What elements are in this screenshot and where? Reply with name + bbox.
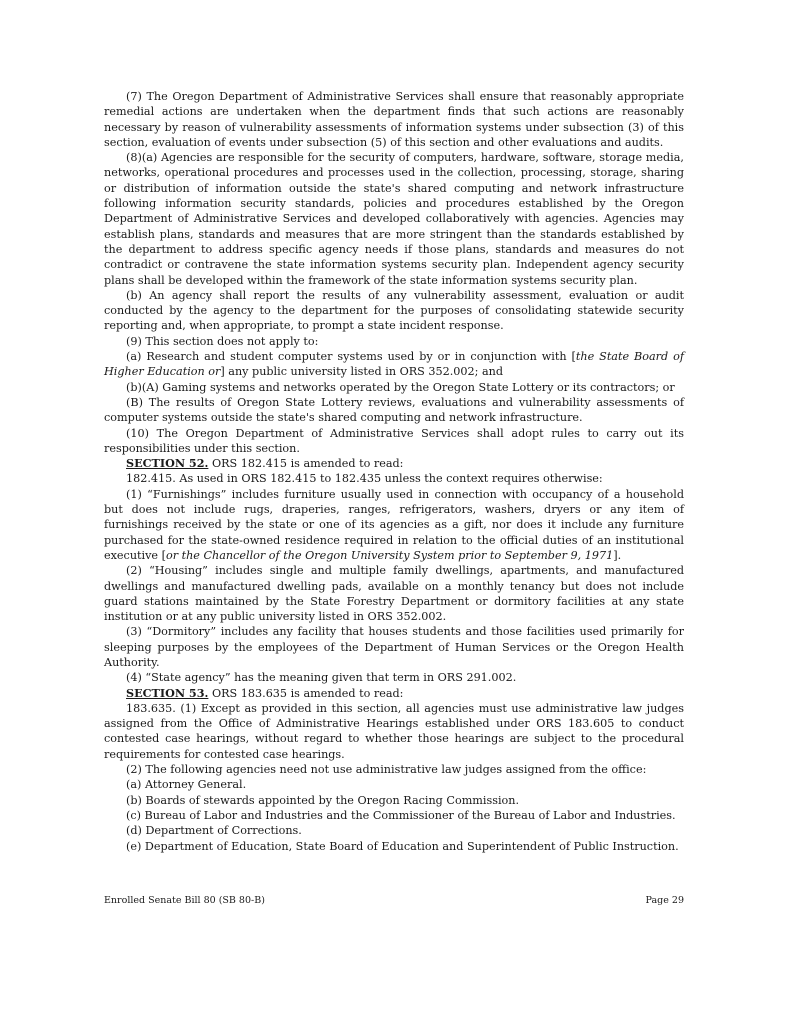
exemption-a: (a) Attorney General. xyxy=(126,778,247,792)
paragraph-9a xyxy=(104,349,684,380)
section-52-label: SECTION 52. xyxy=(126,456,209,471)
exemption-d: (d) Department of Corrections. xyxy=(126,824,302,838)
definition-furnishings-end: ]. xyxy=(613,548,622,562)
exemption-c: (c) Bureau of Labor and Industries and the Commissioner of the Bureau of Labor and Industries. xyxy=(126,808,676,822)
exemption-b: (b) Boards of stewards appointed by the Oregon Racing Commission. xyxy=(126,793,520,807)
section-53-text: ORS 183.635 is amended to read: xyxy=(208,686,404,700)
paragraph-8b: (b) An agency shall report the results of any vulnerability assessment, evaluation or audit conducted by the agency to the department for the purposes of consolidating statewide security reporting and, when appropriate, to prompt a state incident response. xyxy=(104,288,684,333)
paragraph-9a-text-end: ] any public university listed in ORS 352.002; and xyxy=(220,365,504,379)
exemption-intro: (2) The following agencies need not use administrative law judges assigned from the office: xyxy=(126,763,647,777)
exemption-e: (e) Department of Education, State Board of Education and Superintendent of Public Instruction. xyxy=(126,839,679,853)
paragraph-7: (7) The Oregon Department of Administrative Services shall ensure that reasonably appropriate remedial actions are undertaken when the department finds that such actions are reasonably necessary by reason of vulnerability assessments of information systems under subsection (3) of this section, evaluation of events under subsection (5) of this section and other evaluations and audits. xyxy=(104,90,684,149)
paragraph-9a-text: (a) Research and student computer systems used by or in conjunction with [ xyxy=(126,350,576,364)
deleted-text: the State Board of Higher Education or xyxy=(104,350,684,379)
deleted-text: or the Chancellor of the Oregon University System prior to September 9, 1971 xyxy=(165,548,614,562)
paragraph-8a: (8)(a) Agencies are responsible for the security of computers, hardware, software, storage media, networks, operational procedures and processes used in the collection, processing, storage, sharing or distribution of information outside the state's shared computing and network infrastructure following information security standards, policies and procedures established by the Oregon Department of Administrative Services and developed collaboratively with agencies. Agencies may establish plans, standards and measures that are more stringent than the standards established by the department to address specific agency needs if those plans, standards and measures do not contradict or contravene the state information systems security plan. Independent agency security plans shall be developed within the framework of the state information systems security plan. xyxy=(104,151,684,287)
definition-furnishings-text: (1) “Furnishings” includes furniture usually used in connection with occupancy of a household but does not include rugs, draperies, ranges, refrigerators, washers, dryers or any item of furnishings received by the state or one of its agencies as a gift, nor does it include any furniture purchased for the state-owned residence required in relation to the official duties of an institutional executive [ xyxy=(104,487,684,562)
page-number: Page 29 xyxy=(645,895,684,906)
paragraph-9B: (B) The results of Oregon State Lottery reviews, evaluations and vulnerability assessments of computer systems outside the state's shared computing and network infrastructure. xyxy=(104,395,684,425)
paragraph-10: (10) The Oregon Department of Administrative Services shall adopt rules to carry out its responsibilities under this section. xyxy=(104,426,684,455)
section-52-heading xyxy=(104,456,684,471)
definition-state-agency: (4) “State agency” has the meaning given that term in ORS 291.002. xyxy=(126,671,517,685)
definition-furnishings xyxy=(104,487,684,563)
statute-183-635: 183.635. (1) Except as provided in this section, all agencies must use administrative law judges assigned from the Office of Administrative Hearings established under ORS 183.605 to conduct contested case hearings, without regard to whether those hearings are subject to the procedural requirements for contested case hearings. xyxy=(104,701,684,761)
paragraph-9: (9) This section does not apply to: xyxy=(126,334,319,348)
bill-identifier: Enrolled Senate Bill 80 (SB 80-B) xyxy=(104,895,265,906)
document-body xyxy=(104,89,684,854)
section-53-label: SECTION 53. xyxy=(126,685,209,700)
statute-182-415: 182.415. As used in ORS 182.415 to 182.435 unless the context requires otherwise: xyxy=(126,472,603,486)
definition-dormitory: (3) “Dormitory” includes any facility that houses students and those facilities used primarily for sleeping purposes by the employees of the Department of Human Services or the Oregon Health Authority. xyxy=(104,625,684,669)
definition-housing: (2) “Housing” includes single and multiple family dwellings, apartments, and manufactured dwellings and manufactured dwelling pads, available on a monthly tenancy but does not include guard stations maintained by the State Forestry Department or dormitory facilities at any state institution or at any public university listed in ORS 352.002. xyxy=(104,564,684,624)
section-52-text: ORS 182.415 is amended to read: xyxy=(208,457,404,471)
paragraph-9bA: (b)(A) Gaming systems and networks operated by the Oregon State Lottery or its contractors; or xyxy=(126,380,675,394)
section-53-heading xyxy=(104,686,684,701)
page-footer xyxy=(104,895,684,906)
